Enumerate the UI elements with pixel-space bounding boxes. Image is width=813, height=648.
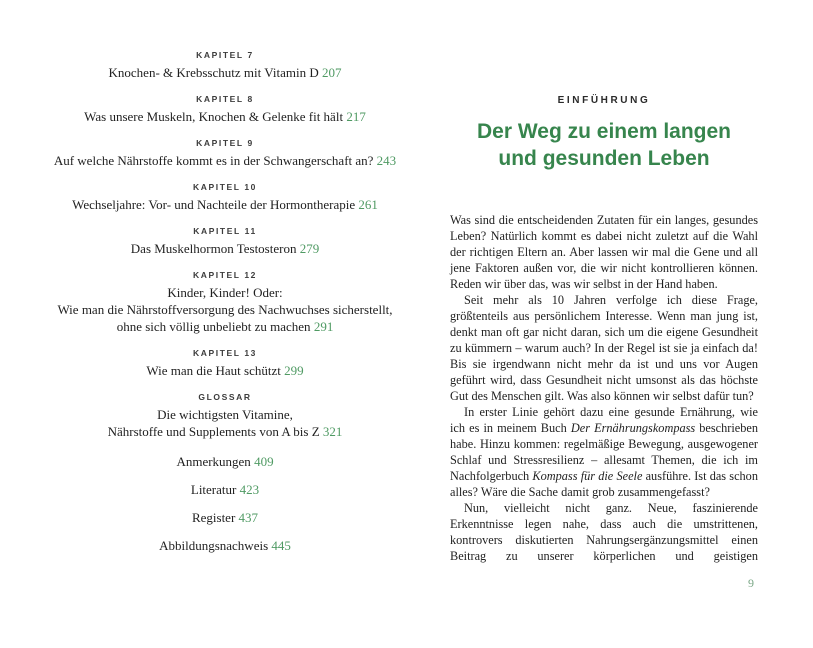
toc-chapter-label: KAPITEL 10 xyxy=(192,182,258,192)
toc-entry xyxy=(25,182,425,213)
toc-page-number: 217 xyxy=(346,109,366,124)
body-paragraph: Was sind die entscheidenden Zutaten für ein langes, gesundes Leben? Natürlich kommt es dabei nicht zuletzt auf die Wahl der richtigen Eltern an. Aber lassen wir mal die Gene und all jene Faktoren außen vor, die wir nicht kontrollieren können. Reden wir über das, was wir selbst in der Hand haben. xyxy=(450,213,758,291)
toc-entry xyxy=(25,509,425,526)
toc-entry-title: Wie man die Haut schützt 299 xyxy=(146,363,304,378)
toc-entry xyxy=(25,453,425,470)
body-paragraph: Nun, vielleicht nicht ganz. Neue, faszinierende Erkenntnisse legen nahe, dass auch die umstrittenen, kontrovers diskutierten Nahrungsergänzungsmittel einen Beitrag zu unserer körperlichen und geistigen xyxy=(450,501,758,563)
toc-chapter-label: KAPITEL 8 xyxy=(196,94,254,104)
intro-page xyxy=(450,95,758,564)
toc-chapter-label: KAPITEL 13 xyxy=(192,348,258,358)
toc-entry xyxy=(25,94,425,125)
toc-list xyxy=(25,50,425,554)
toc-entry xyxy=(25,348,425,379)
toc-page-number: 207 xyxy=(321,65,342,80)
toc-entry-title: Das Muskelhormon Testosteron 279 xyxy=(130,241,320,256)
toc-chapter-label: KAPITEL 9 xyxy=(196,138,254,148)
toc-entry-title: Literatur 423 xyxy=(190,482,260,497)
toc-page-number: 437 xyxy=(238,510,259,525)
toc-chapter-label: KAPITEL 7 xyxy=(196,50,254,60)
toc-entry-title: Wechseljahre: Vor- und Nachteile der Hormontherapie 261 xyxy=(72,197,378,212)
toc-page-number: 423 xyxy=(239,482,260,497)
toc-entry-title: Abbildungsnachweis 445 xyxy=(159,538,291,553)
toc-entry-title: Nährstoffe und Supplements von A bis Z 321 xyxy=(107,424,343,439)
chapter-title: Der Weg zu einem langen und gesunden Leben xyxy=(477,120,731,170)
toc-chapter-label: KAPITEL 11 xyxy=(193,226,257,236)
toc-page-number: 243 xyxy=(376,153,397,168)
toc-page-number: 409 xyxy=(254,454,274,469)
toc-entry-title: ohne sich völlig unbeliebt zu machen 291 xyxy=(116,319,334,334)
page-number: 9 xyxy=(748,576,754,590)
toc-entry xyxy=(25,50,425,81)
toc-entry-title: Die wichtigsten Vitamine, xyxy=(157,407,293,422)
body-paragraph: Seit mehr als 10 Jahren verfolge ich diese Frage, größtenteils aus persönlichem Interesse. Wenn man jung ist, denkt man oft gar nicht daran, sich um die eigene Gesundheit zu kümmern – warum auch? In der Regel ist sie ja einfach da! Bis sie irgendwann nicht mehr da ist und uns vor Augen geführt wird, dass Gesundheit nicht umsonst als das höchste Gut des Menschen gilt. Was also können wir selbst dafür tun? xyxy=(450,293,758,403)
toc-page-number: 299 xyxy=(284,363,304,378)
toc-entry-title: Was unsere Muskeln, Knochen & Gelenke fit hält 217 xyxy=(84,109,366,124)
toc-entry-title: Wie man die Nährstoffversorgung des Nachwuchses sicherstellt, xyxy=(57,302,393,317)
body-text xyxy=(450,212,758,564)
toc-page-number: 279 xyxy=(299,241,320,256)
toc-page xyxy=(25,50,425,565)
toc-page-number: 261 xyxy=(358,197,378,212)
toc-page-number: 445 xyxy=(271,538,291,553)
toc-entry xyxy=(25,481,425,498)
toc-entry-title: Kinder, Kinder! Oder: xyxy=(167,285,283,300)
toc-entry-title: Anmerkungen 409 xyxy=(176,454,274,469)
toc-entry-title: Register 437 xyxy=(191,510,259,525)
toc-entry xyxy=(25,537,425,554)
body-paragraph: In erster Linie gehört dazu eine gesunde Ernährung, wie ich es in meinem Buch Der Ernährungskompass beschrieben habe. Hinzu kommen: regelmäßige Bewegung, ausgewogener Schlaf und Stressresilienz – allesamt Themen, die ich im Nachfolgerbuch Kompass für die Seele ausführe. Ist das schon alles? Wäre die Sache damit grob zusammengefasst? xyxy=(450,405,758,499)
toc-entry xyxy=(25,226,425,257)
toc-chapter-label: GLOSSAR xyxy=(198,392,252,402)
toc-entry-title: Auf welche Nährstoffe kommt es in der Schwangerschaft an? 243 xyxy=(53,153,397,168)
toc-page-number: 321 xyxy=(322,424,343,439)
toc-entry xyxy=(25,138,425,169)
toc-entry xyxy=(25,392,425,440)
toc-page-number: 291 xyxy=(313,319,334,334)
toc-entry-title: Knochen- & Krebsschutz mit Vitamin D 207 xyxy=(108,65,342,80)
toc-entry xyxy=(25,270,425,335)
chapter-kicker: EINFÜHRUNG xyxy=(557,95,651,106)
toc-chapter-label: KAPITEL 12 xyxy=(192,270,258,280)
